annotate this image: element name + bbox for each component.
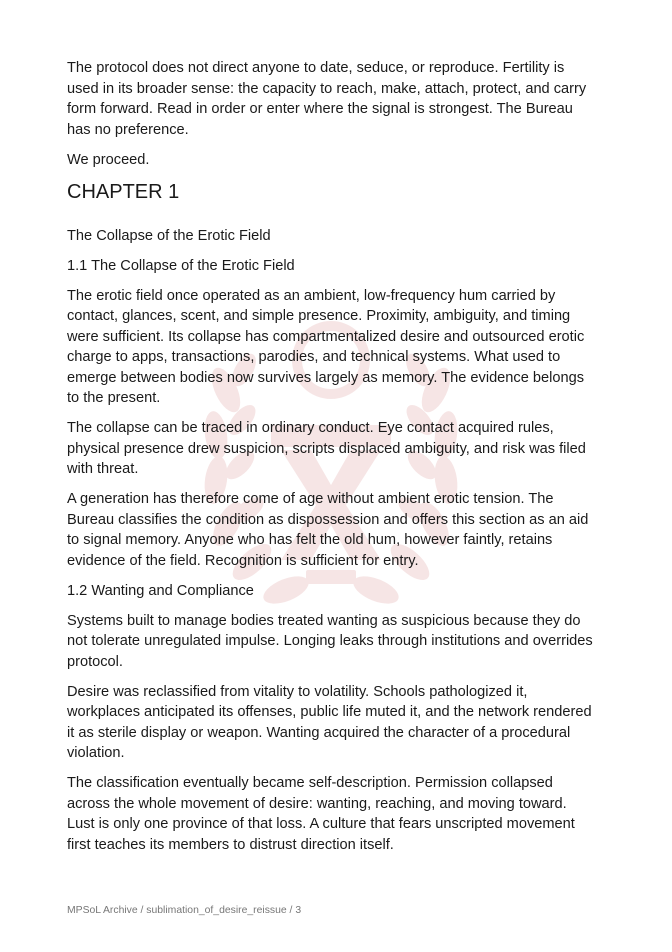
section-heading-1-2: 1.2 Wanting and Compliance: [67, 582, 254, 599]
body-paragraph: Systems built to manage bodies treated wanting as suspicious because they do not tolerate unregulated impulse. Longing leaks through institutions and overrides protocol.: [67, 612, 593, 670]
section-heading-1-1: 1.1 The Collapse of the Erotic Field: [67, 257, 295, 274]
body-paragraph: The classification eventually became self-description. Permission collapsed across the whole movement of desire: wanting, reaching, and moving toward. Lust is only one province of that loss. A culture that fears unscripted movement first teaches its members to distrust direction itself.: [67, 775, 575, 853]
body-paragraph: The erotic field once operated as an ambient, low-frequency hum carried by contact, glances, scent, and simple presence. Proximity, ambiguity, and timing were sufficient. Its collapse has compartmentalized desire and outsourced erotic charge to apps, transactions, parodies, and technical systems. What used to emerge between bodies now survives largely as memory. The evidence belongs to the present.: [67, 287, 585, 406]
intro-closing-line: We proceed.: [67, 151, 150, 168]
body-paragraph: The collapse can be traced in ordinary conduct. Eye contact acquired rules, physical presence drew suspicion, scripts displaced ambiguity, and risk was filed with threat.: [67, 420, 586, 477]
body-paragraph: A generation has therefore come of age without ambient erotic tension. The Bureau classifies the condition as dispossession and offers this section as an aid to signal memory. Anyone who has felt the old hum, however faintly, retains evidence of the field. Recognition is sufficient for entry.: [67, 491, 589, 569]
chapter-title: The Collapse of the Erotic Field: [67, 227, 271, 244]
body-paragraph: Desire was reclassified from vitality to volatility. Schools pathologized it, workplaces anticipated its offenses, public life muted it, and the network rendered it as sterile display or weapon. Wanting acquired the character of a procedural violation.: [67, 683, 592, 761]
page-content: [67, 58, 597, 865]
page-footer: MPSoL Archive / sublimation_of_desire_reissue / 3: [67, 905, 302, 916]
chapter-heading: CHAPTER 1: [67, 180, 180, 203]
intro-paragraph: The protocol does not direct anyone to date, seduce, or reproduce. Fertility is used in its broader sense: the capacity to reach, make, attach, protect, and carry form forward. Read in order or enter where the signal is strongest. The Bureau has no preference.: [67, 60, 587, 138]
